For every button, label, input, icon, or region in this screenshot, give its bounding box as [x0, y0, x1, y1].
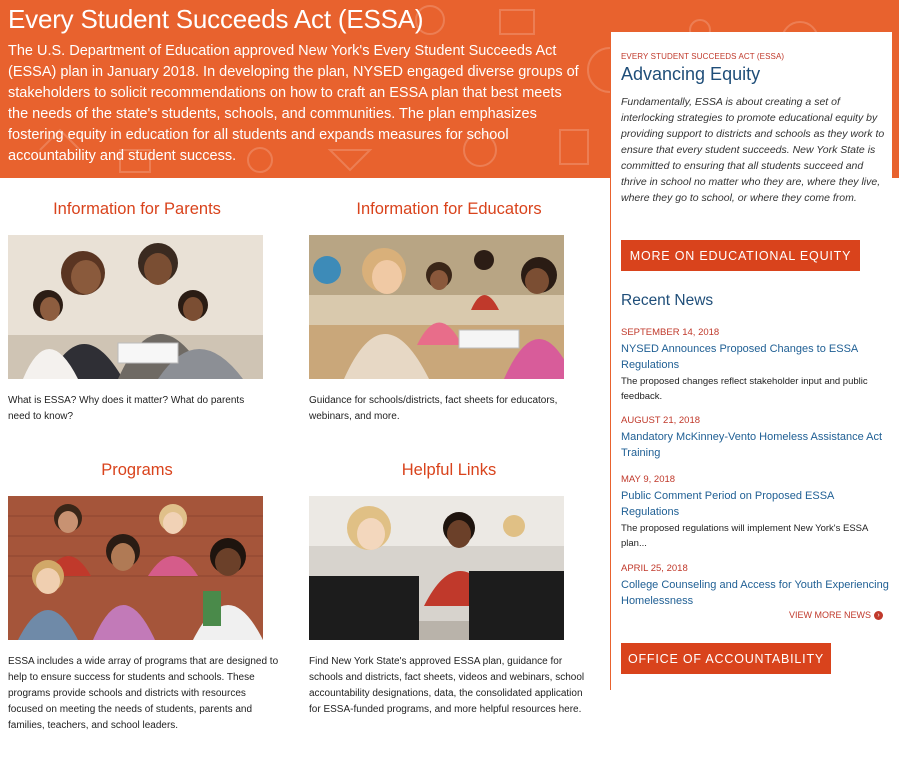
page-title: Every Student Succeeds Act (ESSA): [8, 4, 424, 34]
news-description: The proposed changes reflect stakeholder input and public feedback.: [621, 376, 868, 402]
news-link[interactable]: Public Comment Period on Proposed ESSA Regulations: [621, 490, 834, 518]
sidebar: [610, 32, 892, 690]
card-educators: [309, 195, 567, 435]
educators-photo[interactable]: [309, 235, 564, 379]
news-item: [621, 327, 891, 404]
card-helpful-links-description: Find New York State's approved ESSA plan, guidance for schools and districts, fact sheets, videos and webinars, school accountability designations, data, the consolidated application for ESSA-funded programs, and more helpful resources here.: [309, 656, 585, 715]
recent-news-heading: Recent News: [621, 292, 714, 309]
card-parents-title[interactable]: Information for Parents: [53, 200, 221, 218]
helpful-links-photo[interactable]: [309, 496, 564, 640]
news-date: MAY 9, 2018: [621, 474, 676, 485]
news-item: [621, 415, 891, 461]
office-of-accountability-button[interactable]: OFFICE OF ACCOUNTABILITY: [621, 643, 831, 674]
card-parents-description: What is ESSA? Why does it matter? What do parents need to know?: [8, 395, 245, 422]
card-programs: [8, 456, 279, 756]
programs-photo[interactable]: [8, 496, 263, 640]
view-more-news-link[interactable]: [789, 610, 883, 620]
news-link[interactable]: NYSED Announces Proposed Changes to ESSA Regulations: [621, 343, 858, 371]
card-helpful-links-title[interactable]: Helpful Links: [401, 461, 497, 479]
view-more-news-label: VIEW MORE NEWS: [789, 610, 872, 620]
sidebar-heading: Advancing Equity: [621, 64, 761, 84]
card-helpful-links: [309, 456, 585, 746]
card-parents: [8, 195, 266, 435]
news-link[interactable]: College Counseling and Access for Youth Experiencing Homelessness: [621, 579, 889, 607]
sidebar-body: Fundamentally, ESSA is about creating a set of interlocking strategies to promote educational equity by providing support to districts and schools as they work to ensure that every student succeeds. New York State is committed to ensuring that all students succeed and thrive in school no matter who they are, where they live, where they go to school, or where they come from.: [621, 96, 885, 204]
news-date: AUGUST 21, 2018: [621, 415, 701, 426]
sidebar-kicker: EVERY STUDENT SUCCEEDS ACT (ESSA): [621, 52, 785, 61]
card-programs-description: ESSA includes a wide array of programs that are designed to help to ensure success for students and schools. These programs provide schools and districts with resources focused on meeting the needs of students, parents and families, teachers, and school leaders.: [8, 656, 279, 731]
news-item: [621, 563, 891, 609]
parents-photo[interactable]: [8, 235, 263, 379]
news-link[interactable]: Mandatory McKinney-Vento Homeless Assistance Act Training: [621, 431, 883, 459]
card-educators-title[interactable]: Information for Educators: [356, 200, 542, 218]
more-on-educational-equity-button[interactable]: MORE ON EDUCATIONAL EQUITY: [621, 240, 860, 271]
news-date: APRIL 25, 2018: [621, 563, 688, 574]
chevron-right-icon: ›: [874, 611, 883, 620]
card-educators-description: Guidance for schools/districts, fact sheets for educators, webinars, and more.: [309, 395, 558, 422]
news-date: SEPTEMBER 14, 2018: [621, 327, 720, 338]
hero-intro: The U.S. Department of Education approved New York's Every Student Succeeds Act (ESSA) plan in January 2018. In developing the plan, NYSED engaged diverse groups of stakeholders to solicit recommendations on how to craft an ESSA plan that best meets the needs of the state's students, schools, and communities. The plan emphasizes fostering equity in education for all students and expands measures for school accountability and student success.: [8, 43, 579, 164]
news-item: [621, 474, 891, 551]
news-description: The proposed regulations will implement New York's ESSA plan...: [621, 523, 868, 549]
card-programs-title[interactable]: Programs: [101, 461, 173, 479]
